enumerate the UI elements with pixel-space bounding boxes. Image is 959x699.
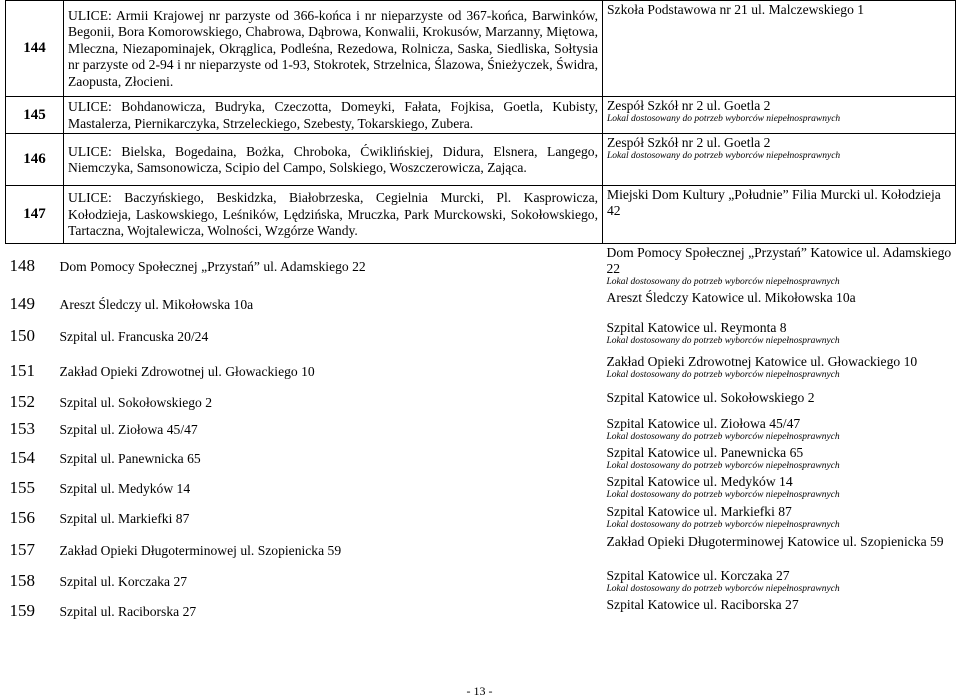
table-row — [6, 353, 956, 389]
accessibility-note: Lokal dostosowany do potrzeb wyborców niepełnosprawnych — [606, 432, 840, 442]
district-streets: ULICE: Armii Krajowej nr parzyste od 366-końca i nr nieparzyste od 367-końca, Barwinków, Begonii, Bora Komorowskiego, Chabrowa, Dąbrowa, Konwalii, Krokusów, Marzanny, Miętowa, Mleczna, Niezapominajek, Okrąglica, Podleśna, Rezedowa, Rolnicza, Saska, Siedliska, Sołtysia nr parzyste od 2-94 i nr nieparzyste od 1-93, Stokrotek, Strzelnica, Ślazowa, Śnieżyczek, Świdra, Zaopusta, Złocieni. — [64, 1, 603, 97]
district-cell — [6, 567, 603, 596]
polling-location — [603, 319, 956, 353]
district-cell — [6, 319, 603, 353]
district-cell — [6, 533, 603, 567]
table-row — [6, 1, 956, 97]
district-number: 154 — [9, 448, 35, 468]
polling-location — [603, 289, 956, 319]
location-name: Szpital Katowice ul. Panewnicka 65 — [606, 445, 804, 460]
polling-location — [603, 186, 956, 244]
district-number: 144 — [6, 1, 64, 97]
accessibility-note: Lokal dostosowany do potrzeb wyborców niepełnosprawnych — [606, 584, 840, 594]
table-row — [6, 319, 956, 353]
district-number: 159 — [9, 600, 35, 620]
location-name: Szpital Katowice ul. Ziołowa 45/47 — [606, 416, 801, 431]
location-name: Szpital Katowice ul. Raciborska 27 — [606, 597, 799, 612]
district-streets: ULICE: Bielska, Bogedaina, Bożka, Chroboka, Ćwiklińskiej, Didura, Elsnera, Langego, Niemczyka, Samsonowicza, Scipio del Campo, Solskiego, Woszczerowicza, Zająca. — [64, 134, 603, 186]
district-cell — [6, 415, 603, 444]
district-number: 148 — [9, 256, 35, 276]
district-number: 158 — [9, 571, 35, 591]
table-row — [6, 389, 956, 415]
polling-location — [603, 503, 956, 533]
polling-location — [603, 596, 956, 626]
location-name: Szpital Katowice ul. Reymonta 8 — [606, 320, 787, 335]
table-row — [6, 473, 956, 503]
district-number: 147 — [6, 186, 64, 244]
location-name: Zakład Opieki Zdrowotnej Katowice ul. Głowackiego 10 — [606, 354, 918, 369]
polling-location — [603, 353, 956, 389]
location-name: Zakład Opieki Długoterminowej Katowice ul. Szopienicka 59 — [606, 534, 944, 549]
table-row — [6, 596, 956, 626]
table-row — [6, 533, 956, 567]
accessibility-note: Lokal dostosowany do potrzeb wyborców niepełnosprawnych — [606, 520, 840, 530]
district-streets: Szpital ul. Korczaka 27 — [59, 574, 188, 590]
district-number: 157 — [9, 539, 35, 559]
district-streets: Dom Pomocy Społecznej „Przystań” ul. Adamskiego 22 — [59, 259, 366, 275]
accessibility-note: Lokal dostosowany do potrzeb wyborców niepełnosprawnych — [606, 336, 840, 346]
polling-location — [603, 473, 956, 503]
table-row — [6, 444, 956, 473]
location-name: Szpital Katowice ul. Markiefki 87 — [606, 504, 792, 519]
district-cell — [6, 244, 603, 290]
district-number: 155 — [9, 477, 35, 497]
district-cell — [6, 473, 603, 503]
district-number: 156 — [9, 507, 35, 527]
district-streets: Zakład Opieki Długoterminowej ul. Szopienicka 59 — [59, 542, 342, 558]
district-cell — [6, 289, 603, 319]
table-row — [6, 289, 956, 319]
district-number: 145 — [6, 97, 64, 134]
polling-location — [603, 415, 956, 444]
table-row — [6, 415, 956, 444]
polling-location — [603, 1, 956, 97]
district-streets: Szpital ul. Sokołowskiego 2 — [59, 394, 213, 410]
table-row — [6, 503, 956, 533]
district-number: 151 — [9, 360, 35, 380]
table-row — [6, 244, 956, 290]
polling-stations-table — [5, 0, 956, 626]
polling-location — [603, 389, 956, 415]
location-name: Szkoła Podstawowa nr 21 ul. Malczewskiego 1 — [607, 2, 865, 17]
district-streets: Szpital ul. Markiefki 87 — [59, 510, 190, 526]
location-name: Zespół Szkół nr 2 ul. Goetla 2 — [607, 98, 771, 113]
district-number: 150 — [9, 325, 35, 345]
polling-location — [603, 444, 956, 473]
table-row — [6, 567, 956, 596]
accessibility-note: Lokal dostosowany do potrzeb wyborców niepełnosprawnych — [606, 370, 840, 380]
district-streets: Szpital ul. Medyków 14 — [59, 480, 191, 496]
accessibility-note: Lokal dostosowany do potrzeb wyborców niepełnosprawnych — [606, 461, 840, 471]
district-cell — [6, 389, 603, 415]
district-number: 146 — [6, 134, 64, 186]
district-number: 153 — [9, 419, 35, 439]
location-name: Areszt Śledczy Katowice ul. Mikołowska 10a — [606, 290, 856, 305]
accessibility-note: Lokal dostosowany do potrzeb wyborców niepełnosprawnych — [606, 277, 840, 287]
district-streets: ULICE: Bohdanowicza, Budryka, Czeczotta, Domeyki, Fałata, Fojkisa, Goetla, Kubisty, Mastalerza, Piernikarczyka, Strzeleckiego, Szebesty, Tokarskiego, Zubera. — [64, 97, 603, 134]
accessibility-note: Lokal dostosowany do potrzeb wyborców niepełnosprawnych — [607, 151, 841, 161]
district-streets: ULICE: Baczyńskiego, Beskidzka, Białobrzeska, Cegielnia Murcki, Pl. Kasprowicza, Kołodzieja, Laskowskiego, Leśników, Lędzińska, Mruczka, Park Murckowski, Sokołowskiego, Tartaczna, Wojtalewicza, Wolności, Wzgórze Wandy. — [64, 186, 603, 244]
district-streets: Szpital ul. Ziołowa 45/47 — [59, 422, 198, 438]
location-name: Dom Pomocy Społecznej „Przystań” Katowice ul. Adamskiego 22 — [606, 245, 952, 276]
polling-location — [603, 567, 956, 596]
table-row — [6, 134, 956, 186]
polling-location — [603, 244, 956, 290]
accessibility-note: Lokal dostosowany do potrzeb wyborców niepełnosprawnych — [606, 490, 840, 500]
location-name: Miejski Dom Kultury „Południe” Filia Murcki ul. Kołodzieja 42 — [607, 187, 941, 218]
polling-location — [603, 134, 956, 186]
location-name: Zespół Szkół nr 2 ul. Goetla 2 — [607, 135, 771, 150]
polling-location — [603, 533, 956, 567]
district-streets: Szpital ul. Raciborska 27 — [59, 603, 197, 619]
district-streets: Szpital ul. Panewnicka 65 — [59, 451, 201, 467]
page-number: - 13 - — [466, 684, 493, 698]
location-name: Szpital Katowice ul. Medyków 14 — [606, 474, 793, 489]
district-cell — [6, 353, 603, 389]
location-name: Szpital Katowice ul. Sokołowskiego 2 — [606, 390, 815, 405]
accessibility-note: Lokal dostosowany do potrzeb wyborców niepełnosprawnych — [607, 114, 841, 124]
district-number: 149 — [9, 293, 35, 313]
district-streets: Szpital ul. Francuska 20/24 — [59, 328, 209, 344]
district-number: 152 — [9, 391, 35, 411]
table-row — [6, 97, 956, 134]
location-name: Szpital Katowice ul. Korczaka 27 — [606, 568, 790, 583]
district-streets: Areszt Śledczy ul. Mikołowska 10a — [59, 296, 254, 312]
polling-location — [603, 97, 956, 134]
district-streets: Zakład Opieki Zdrowotnej ul. Głowackiego 10 — [59, 363, 315, 379]
district-cell — [6, 444, 603, 473]
table-row — [6, 186, 956, 244]
district-cell — [6, 503, 603, 533]
district-cell — [6, 596, 603, 626]
